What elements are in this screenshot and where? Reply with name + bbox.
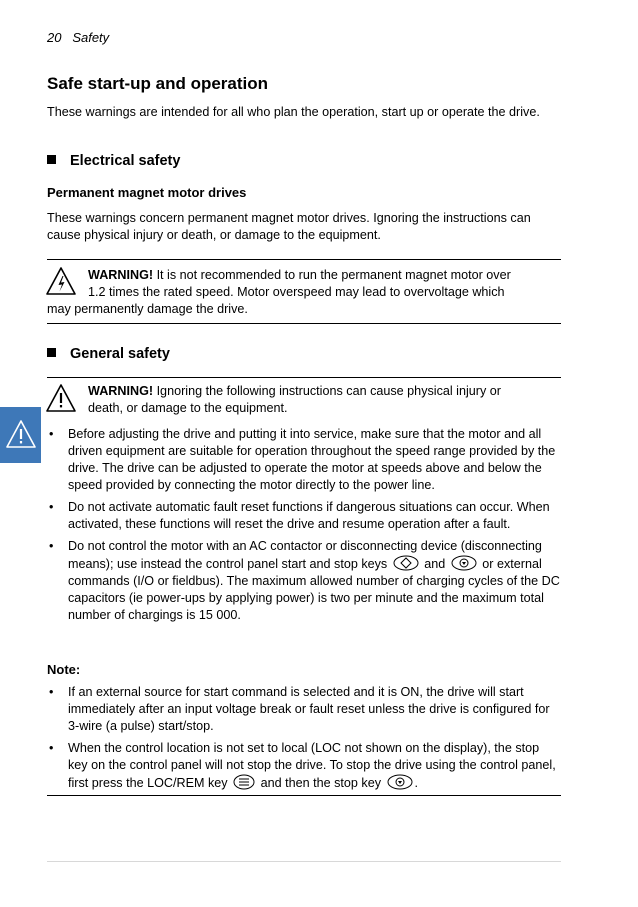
section-end-rule — [47, 795, 561, 796]
side-warning-tab — [0, 407, 41, 463]
pm-motor-drives-heading: Permanent magnet motor drives — [47, 185, 247, 200]
note-bullet2-part2: and then the stop key — [260, 776, 381, 790]
bullet-marker: • — [49, 427, 54, 441]
general-safety-heading-text: General safety — [70, 346, 170, 362]
general-warning-top-rule — [47, 377, 561, 378]
electrical-warning-line1: It is not recommended to run the permanent magnet motor over — [156, 268, 511, 282]
list-item — [47, 426, 562, 494]
general-safety-heading — [47, 345, 170, 363]
stop-key-icon — [451, 555, 477, 571]
pm-motor-paragraph: These warnings concern permanent magnet motor drives. Ignoring the instructions can cause physical injury or death, or damage to the equipment. — [47, 211, 531, 242]
side-warning-icon — [5, 419, 37, 449]
warning-top-rule — [47, 259, 561, 260]
note-bullet2-part1: When the control location is not set to local (LOC not shown on the display), the stop key on the control panel will not stop the drive. To stop the drive using the control panel, first press the LOC/REM key — [68, 741, 556, 790]
general-warning-line1: Ignoring the following instructions can cause physical injury or — [156, 384, 501, 398]
list-item — [47, 740, 562, 792]
list-item-text: Do not activate automatic fault reset functions if dangerous situations can occur. When activated, these functions will reset the drive and resume operation after a fault. — [68, 500, 550, 531]
intro-paragraph: These warnings are intended for all who plan the operation, start up or operate the drive. — [47, 105, 540, 119]
bullet3-text-part3: or external commands (I/O or fieldbus). The maximum allowed number of charging cycles of the DC capacitors (ie power-ups by applying power) is two per minute and the maximum total number of chargings is 15 000. — [68, 557, 560, 622]
running-header — [47, 29, 109, 46]
general-warning-line2: death, or damage to the equipment. — [88, 401, 288, 415]
electrical-warning-line3: may permanently damage the drive. — [47, 302, 248, 316]
page-number: 20 — [47, 30, 62, 45]
electrical-warning-label: WARNING! — [88, 268, 154, 282]
list-item — [47, 684, 562, 735]
electrical-safety-heading — [47, 152, 180, 170]
header-section: Safety — [72, 30, 110, 45]
general-warning-label: WARNING! — [88, 384, 154, 398]
note-bullets — [47, 684, 562, 797]
electrical-warning-text — [47, 267, 562, 318]
bullet3-text-part2: and — [424, 557, 446, 571]
note-label: Note: — [47, 662, 81, 677]
bullet3-text-part1: Do not control the motor with an AC contactor or disconnecting device (disconnecting means); use instead the control panel start and stop keys — [68, 539, 542, 571]
general-warning-text — [47, 383, 562, 417]
electrical-safety-heading-text: Electrical safety — [70, 153, 181, 169]
list-item — [47, 499, 562, 533]
bullet-marker: • — [49, 685, 54, 699]
note-bullet2-part3: . — [414, 776, 418, 790]
loc-rem-key-icon — [233, 774, 255, 790]
warning-bottom-rule — [47, 323, 561, 324]
electrical-warning-line2: 1.2 times the rated speed. Motor overspeed may lead to overvoltage which — [88, 285, 505, 299]
list-item — [47, 538, 562, 624]
footer-rule — [47, 861, 561, 862]
section-title: Safe start-up and operation — [47, 74, 269, 93]
general-safety-bullets — [47, 426, 562, 629]
stop-key-icon — [387, 774, 413, 790]
bullet-marker: • — [49, 500, 54, 514]
list-item-text: Before adjusting the drive and putting it into service, make sure that the motor and all driven equipment are suitable for operation throughout the speed range provided by the drive. The drive can be adjusted to operate the motor at speeds above and below the speed provided by connecting the motor directly to the power line. — [68, 427, 556, 492]
start-key-icon — [393, 555, 419, 571]
bullet-marker: • — [49, 539, 54, 553]
bullet-marker: • — [49, 741, 54, 755]
heading-bullet-square — [47, 155, 56, 164]
note-bullet1-text: If an external source for start command is selected and it is ON, the drive will start immediately after an input voltage break or fault reset unless the drive is configured for 3-wire (a pulse) start/stop. — [68, 685, 550, 733]
heading-bullet-square — [47, 348, 56, 357]
